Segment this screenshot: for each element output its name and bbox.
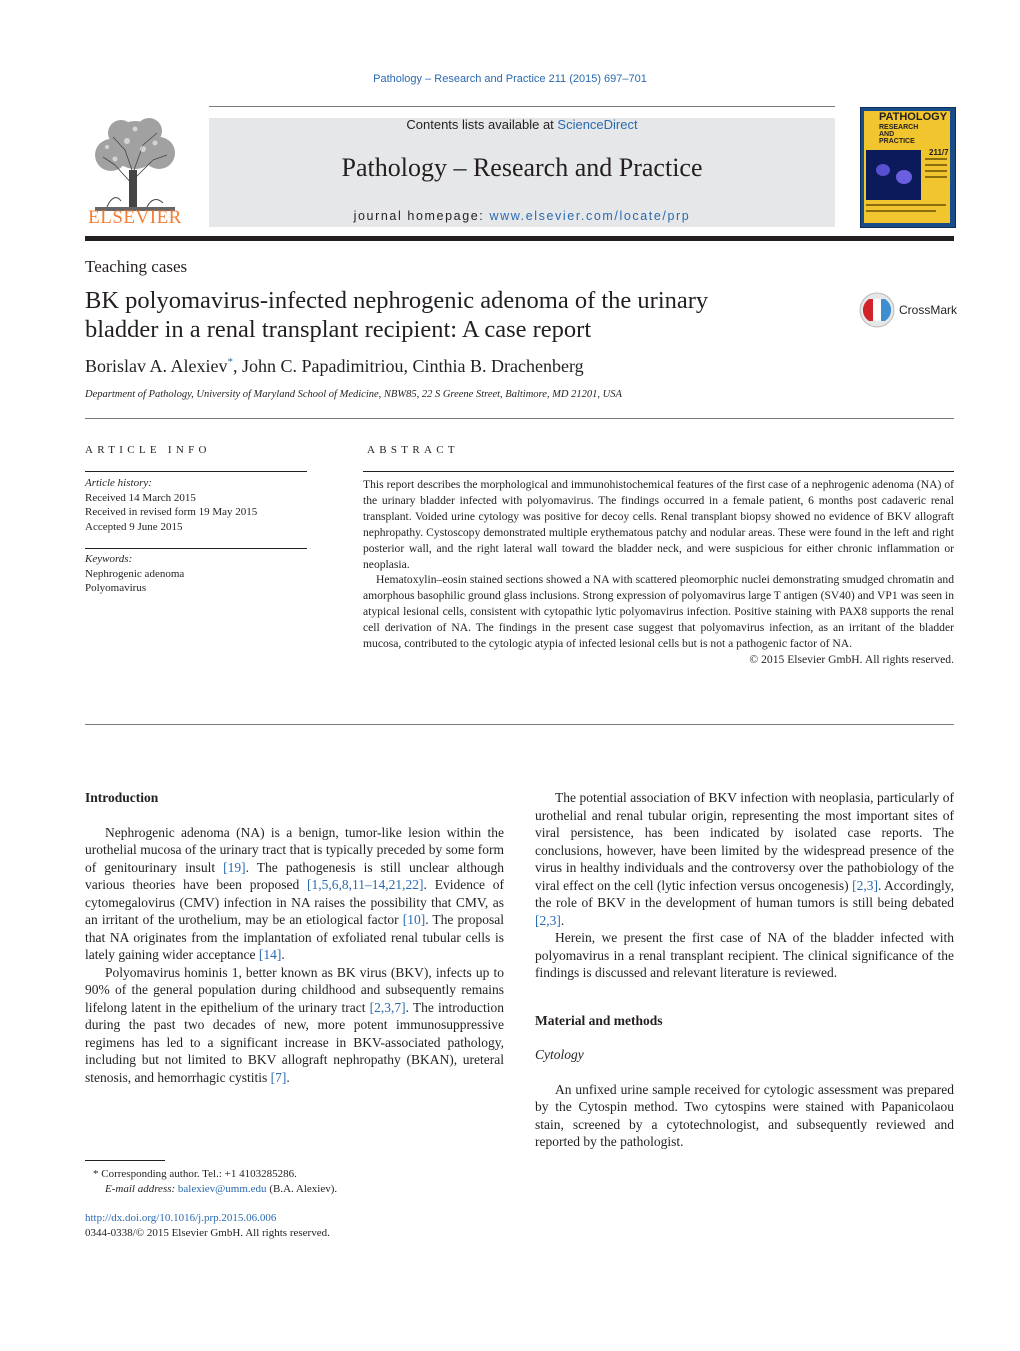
intro-paragraph-1 <box>85 824 504 964</box>
homepage-link[interactable]: www.elsevier.com/locate/prp <box>489 209 691 223</box>
keywords <box>85 552 184 596</box>
author-1: Borislav A. Alexiev <box>85 356 228 376</box>
elsevier-logo[interactable] <box>85 115 185 227</box>
accepted-date: Accepted 9 June 2015 <box>85 520 183 533</box>
abstract-paragraph-2: Hematoxylin–eosin stained sections showed a NA with scattered pleomorphic nuclei demonstrating smudged chromatin and amorphous basophilic ground glass inclusions. Strong expression of polyomavirus large T antigen (SV40) and VP1 was seen in atypical lesional cells, consistent with cytopathic lytic polyomavirus infection. Positive staining with PAX8 supports the renal cell derivation of NA. The findings in the present case suggest that polyomavirus infection, as an irritant of the bladder mucosa, contributed to the cytologic atypia of infected lesional cells but is not a pathogenic factor of NA. <box>363 573 955 651</box>
text: . The proposal that NA originates from the implantation of exfoliated renal tubular cells is lately gaining wider acceptance <box>85 912 504 962</box>
authors <box>85 356 584 377</box>
citation-link[interactable]: [1,5,6,8,11–14,21,22] <box>307 877 424 892</box>
rule-under-affiliation <box>85 418 954 419</box>
cytology-heading: Cytology <box>535 1047 584 1062</box>
cytology-paragraph: An unfixed urine sample received for cytologic assessment was prepared by the Cytospin method. Two cytospins were stained with Papanicolaou stain, screened by a cytotechnologist, and subsequently reviewed and reported by the pathologist. <box>535 1081 954 1149</box>
rule-under-abstract <box>85 724 954 725</box>
other-authors: , John C. Papadimitriou, Cinthia B. Drachenberg <box>233 356 584 376</box>
abstract-body <box>363 477 954 668</box>
homepage-prefix: journal homepage: <box>353 209 490 223</box>
article-info-rule <box>85 471 307 472</box>
text: . Accordingly, the role of BKV in the development of human tumors is still being debated <box>535 877 954 910</box>
title-line-1: BK polyomavirus-infected nephrogenic adenoma of the urinary <box>85 287 709 314</box>
article-history <box>85 476 257 534</box>
text: . The introduction during the past two decades of new, more potent immunosuppressive regimens has led to a significant increase in BKV-associated pathology, including but not limited to BKV allograft nephropathy (BKAN), ureteral stenosis, and hemorrhagic cystitis <box>85 999 504 1085</box>
elsevier-wordmark: ELSEVIER <box>88 207 182 228</box>
abstract-rule <box>363 471 954 472</box>
citation-link[interactable]: [2,3] <box>535 912 561 928</box>
body-right-column <box>535 789 954 1151</box>
journal-cover-image[interactable] <box>860 107 956 228</box>
text: . <box>281 947 285 962</box>
body-left-column <box>85 789 504 1086</box>
title-line-2: bladder in a renal transplant recipient: A case report <box>85 316 592 343</box>
text: Nephrogenic adenoma (NA) is a benign, tumor-like lesion within the urothelial mucosa of the urinary tract that is typically preceded by some form of genitourinary insult <box>85 824 504 875</box>
revised-date: Received in revised form 19 May 2015 <box>85 506 258 518</box>
doi-link[interactable]: http://dx.doi.org/10.1016/j.prp.2015.06.006 <box>85 1212 277 1224</box>
text: . Evidence of cytomegalovirus (CMV) infection in NA raises the possibility that CMV, as an irritant of the urothelium, may be an etiological factor <box>85 877 505 927</box>
abstract-paragraph-1: This report describes the morphological and immunohistochemical features of the first case of a nephrogenic adenoma (NA) of the urinary bladder infected with polyomavirus. The findings occurred in a female patient, 6 months post cadaveric renal transplant. Voided urine cytology was positive for decoy cells. Renal transplant biopsy showed no evidence of BKV allograft nephropathy. Cystoscopy demonstrated multiple erythematous patchy and nodular areas. These were found in the left and right posterior wall, and the right lateral wall toward the bladder neck, and were suspicious for either chronic inflammation or neoplasia. <box>363 478 954 571</box>
corresponding-text: Corresponding author. Tel.: +1 4103285286. <box>98 1168 297 1180</box>
doi-block <box>85 1211 330 1241</box>
issn-copyright: 0344-0338/© 2015 Elsevier GmbH. All rights reserved. <box>85 1227 330 1239</box>
email-link[interactable]: balexiev@umm.edu <box>177 1183 267 1195</box>
cover-title-3: AND <box>879 131 895 138</box>
abstract-heading: ABSTRACT <box>367 444 459 456</box>
text: . <box>286 1069 290 1085</box>
citation-link[interactable]: [7] <box>270 1069 287 1085</box>
cover-title-2: RESEARCH <box>879 124 919 131</box>
methods-heading: Material and methods <box>535 1012 663 1028</box>
abstract-copyright: © 2015 Elsevier GmbH. All rights reserved. <box>749 652 954 666</box>
journal-title: Pathology – Research and Practice <box>341 153 703 182</box>
citation-link[interactable]: [2,3] <box>852 877 878 893</box>
right-paragraph-1 <box>535 789 954 929</box>
article-type: Teaching cases <box>85 257 188 276</box>
intro-paragraph-2 <box>85 964 504 1087</box>
crossmark-badge[interactable] <box>858 290 958 330</box>
footnote-mark: * <box>93 1168 99 1180</box>
crossmark-label: CrossMark <box>899 303 958 317</box>
right-paragraph-2: Herein, we present the first case of NA of the bladder infected with polyomavirus in a renal transplant recipient. The clinical significance of the findings is discussed and relevant literature is reviewed. <box>535 930 954 980</box>
cover-micrograph <box>866 150 921 200</box>
text: . The pathogenesis is still unclear although various theories have been proposed <box>85 859 504 892</box>
homepage-line <box>209 209 835 223</box>
cover-issue: 211/7 <box>929 148 949 157</box>
history-label: Article history: <box>85 477 152 489</box>
text: . <box>560 912 565 928</box>
article-title <box>85 286 805 344</box>
contents-prefix: Contents lists available at <box>406 117 558 132</box>
text: The potential association of BKV infection with neoplasia, particularly of urothelial and renal tubular origin, representing the most important sites of viral persistence, has been indicated by isolated case reports. The conclusions, however, have been limited by the widespread presence of the virus in healthy individuals and the controversy over the pathobiology of the viral effect on the cell (lytic infection versus oncogenesis) <box>535 790 954 893</box>
keywords-rule <box>85 548 307 549</box>
corresponding-footnote <box>85 1167 337 1182</box>
citation-link[interactable]: [19] <box>223 859 246 875</box>
crossmark-icon <box>858 291 896 329</box>
cover-title-1: PATHOLOGY <box>879 111 948 123</box>
keyword-2: Polyomavirus <box>85 582 147 594</box>
corresponding-author-mark[interactable]: * <box>227 356 233 368</box>
keyword-1: Nephrogenic adenoma <box>85 567 185 580</box>
citation-link[interactable]: [14] <box>258 947 282 962</box>
received-date: Received 14 March 2015 <box>85 491 196 504</box>
email-label: E-mail address: <box>105 1183 178 1195</box>
cover-title-4: PRACTICE <box>879 138 915 145</box>
citation-link[interactable]: [2,3,7] <box>369 999 406 1015</box>
footnote-rule <box>85 1160 165 1161</box>
email-suffix: (B.A. Alexiev). <box>266 1183 338 1195</box>
text: Polyomavirus hominis 1, better known as BK virus (BKV), infects up to 90% of the general population during childhood and subsequently remains lifelong latent in the epithelium of the urinary tract <box>85 964 504 1015</box>
contents-line <box>209 117 835 132</box>
footnote <box>85 1167 337 1197</box>
introduction-heading: Introduction <box>85 790 159 805</box>
sciencedirect-link[interactable]: ScienceDirect <box>557 117 638 132</box>
article-info-heading: ARTICLE INFO <box>85 444 211 456</box>
affiliation: Department of Pathology, University of Maryland School of Medicine, NBW85, 22 S Greene Street, Baltimore, MD 21201, USA <box>85 389 622 400</box>
header-thick-rule <box>85 236 954 241</box>
email-footnote <box>85 1182 337 1197</box>
header-top-rule <box>209 106 835 107</box>
citation-link[interactable]: [10] <box>402 912 426 927</box>
journal-citation[interactable]: Pathology – Research and Practice 211 (2015) 697–701 <box>373 73 647 85</box>
keywords-label: Keywords: <box>85 553 133 565</box>
